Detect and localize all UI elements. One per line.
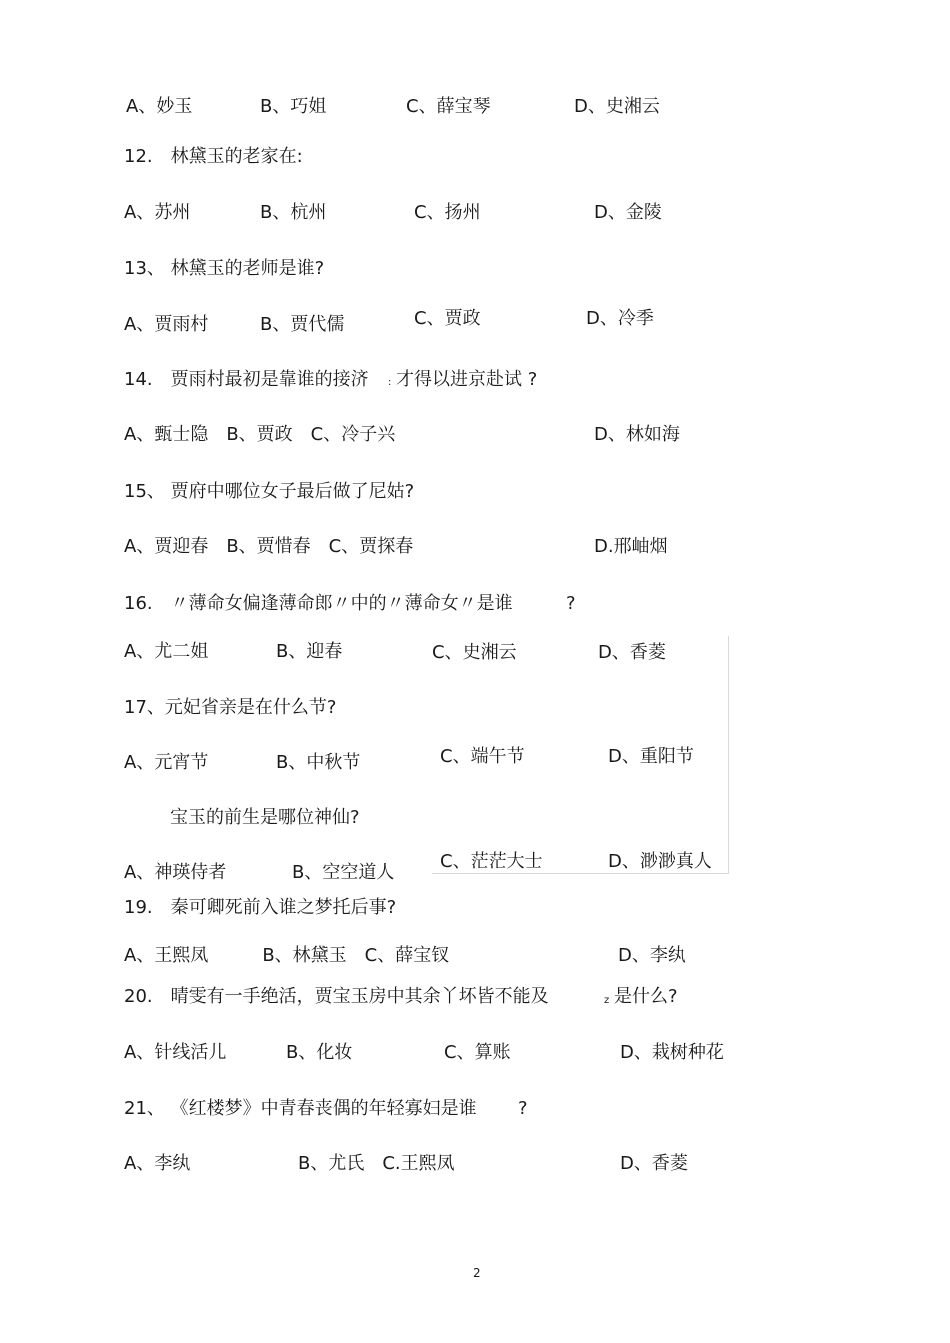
q16-option-a: A、尤二姐 bbox=[124, 641, 209, 662]
q15-options-abc: A、贾迎春 B、贾惜春 C、贾探春 bbox=[124, 536, 414, 557]
q16-option-c: C、史湘云 bbox=[432, 642, 517, 663]
q14-stem: 14. 贾雨村最初是靠谁的接济 bbox=[124, 369, 369, 390]
q13-option-a: A、贾雨村 bbox=[124, 314, 209, 335]
q21-option-a: A、李纨 bbox=[124, 1153, 191, 1174]
q11-option-b: B、巧姐 bbox=[260, 96, 327, 117]
q16-stem: 16. 〃薄命女偏逢薄命郎〃中的〃薄命女〃是谁 bbox=[124, 593, 513, 614]
q18-stem: 宝玉的前生是哪位神仙? bbox=[170, 807, 360, 828]
q13-stem: 13、 林黛玉的老师是谁? bbox=[124, 258, 325, 279]
q21-stem: 21、 《红楼梦》中青春丧偶的年轻寡妇是谁 bbox=[124, 1098, 477, 1119]
q21-question-mark: ? bbox=[518, 1098, 528, 1119]
q20-option-c: C、算账 bbox=[444, 1042, 511, 1063]
q17-option-c: C、端午节 bbox=[440, 746, 525, 767]
q11-option-a: A、妙玉 bbox=[126, 96, 193, 117]
q14-options-abc: A、甄士隐 B、贾政 C、冷子兴 bbox=[124, 424, 396, 445]
q18-option-c: C、茫茫大士 bbox=[440, 851, 543, 872]
q16-option-b: B、迎春 bbox=[276, 641, 343, 662]
q16-question-mark: ? bbox=[566, 593, 576, 614]
q21-options-bc: B、尤氏 C.王熙凤 bbox=[298, 1153, 455, 1174]
q12-option-a: A、苏州 bbox=[124, 202, 191, 223]
q11-option-c: C、薛宝琴 bbox=[406, 96, 491, 117]
q20-option-b: B、化妆 bbox=[286, 1042, 353, 1063]
q21-option-d: D、香菱 bbox=[620, 1153, 688, 1174]
q12-stem: 12. 林黛玉的老家在: bbox=[124, 146, 303, 167]
q19-stem: 19. 秦可卿死前入谁之梦托后事? bbox=[124, 897, 397, 918]
q13-option-c: C、贾政 bbox=[414, 308, 481, 329]
q17-option-d: D、重阳节 bbox=[608, 746, 694, 767]
q13-option-d: D、冷季 bbox=[586, 308, 654, 329]
q19-options-abc: A、王熙凤 B、林黛玉 C、薛宝钗 bbox=[124, 945, 450, 966]
q19-option-d: D、李纨 bbox=[618, 945, 686, 966]
q14-stem-tail: 才得以进京赴试 ? bbox=[396, 369, 538, 390]
q14-option-d: D、林如海 bbox=[594, 424, 680, 445]
q14-stem-mark: : bbox=[388, 377, 392, 388]
q15-stem: 15、 贾府中哪位女子最后做了尼姑? bbox=[124, 481, 415, 502]
q18-option-a: A、神瑛侍者 bbox=[124, 862, 227, 883]
q18-option-b: B、空空道人 bbox=[292, 862, 395, 883]
q12-option-c: C、扬州 bbox=[414, 202, 481, 223]
q17-stem: 17、元妃省亲是在什么节? bbox=[124, 697, 337, 718]
q20-option-d: D、栽树种花 bbox=[620, 1042, 724, 1063]
q16-option-d: D、香菱 bbox=[598, 642, 666, 663]
q11-option-d: D、史湘云 bbox=[574, 96, 660, 117]
q17-option-b: B、中秋节 bbox=[276, 752, 361, 773]
q12-option-d: D、金陵 bbox=[594, 202, 662, 223]
q20-option-a: A、针线活儿 bbox=[124, 1042, 227, 1063]
q20-stem: 20. 晴雯有一手绝活，贾宝玉房中其余丫坏皆不能及 bbox=[124, 986, 549, 1007]
q20-stem-mark: z bbox=[604, 995, 610, 1006]
q20-stem-tail: 是什么? bbox=[614, 986, 678, 1007]
q17-option-a: A、元宵节 bbox=[124, 752, 209, 773]
q13-option-b: B、贾代儒 bbox=[260, 314, 345, 335]
q18-option-d: D、渺渺真人 bbox=[608, 851, 712, 872]
page-number: 2 bbox=[473, 1266, 481, 1280]
q12-option-b: B、杭州 bbox=[260, 202, 327, 223]
q15-option-d: D.邢岫烟 bbox=[594, 536, 668, 557]
